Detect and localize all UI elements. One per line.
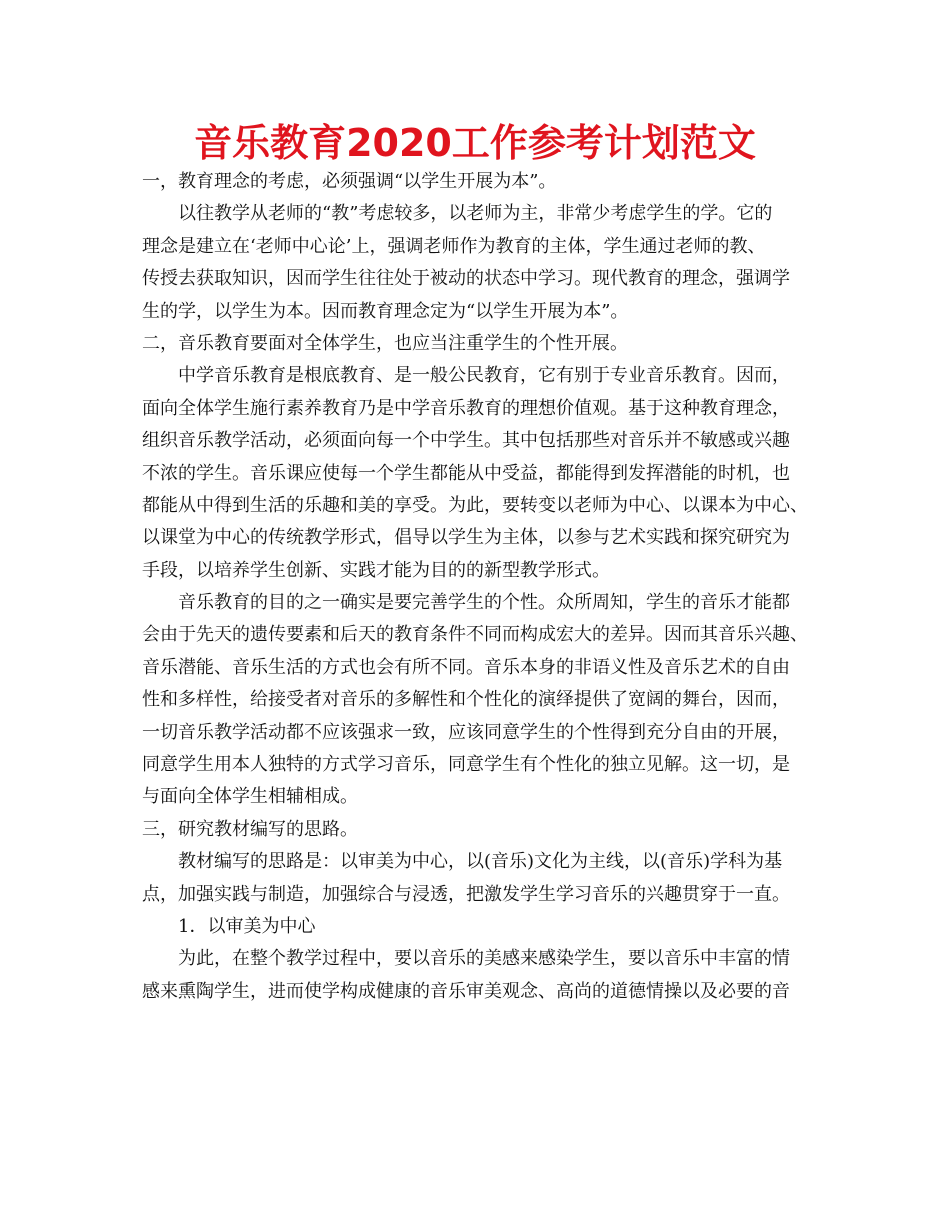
paragraph-line: 以往教学从老师的“教”考虑较多，以老师为主，非常少考虑学生的学。它的: [178, 203, 773, 225]
paragraph-line: 同意学生用本人独特的方式学习音乐，同意学生有个性化的独立见解。这一切，是: [142, 754, 790, 776]
paragraph-line: 与面向全体学生相辅相成。: [142, 786, 358, 808]
document-body: [142, 166, 822, 1008]
document-title: 音乐教育2020工作参考计划范文: [194, 121, 756, 165]
paragraph-line: 感来熏陶学生，进而使学构成健康的音乐审美观念、高尚的道德情操以及必要的音: [142, 980, 790, 1002]
paragraph-line: 点，加强实践与制造，加强综合与浸透，把激发学生学习音乐的兴趣贯穿于一直。: [142, 883, 790, 905]
paragraph-line: 性和多样性，给接受者对音乐的多解性和个性化的演绎提供了宽阔的舞台，因而，: [142, 689, 790, 711]
paragraph-line: 传授去获取知识，因而学生往往处于被动的状态中学习。现代教育的理念，强调学: [142, 268, 790, 290]
paragraph-line: 以课堂为中心的传统教学形式，倡导以学生为主体，以参与艺术实践和探究研究为: [142, 527, 790, 549]
paragraph-line: 音乐教育的目的之一确实是要完善学生的个性。众所周知，学生的音乐才能都: [178, 592, 790, 614]
paragraph-line: 都能从中得到生活的乐趣和美的享受。为此，要转变以老师为中心、以课本为中心、: [142, 494, 808, 516]
paragraph-line: 教材编写的思路是：以审美为中心，以(音乐)文化为主线，以(音乐)学科为基: [178, 851, 783, 873]
paragraph-line: 不浓的学生。音乐课应使每一个学生都能从中受益，都能得到发挥潜能的时机，也: [142, 462, 790, 484]
paragraph-line: 面向全体学生施行素养教育乃是中学音乐教育的理想价值观。基于这种教育理念，: [142, 397, 790, 419]
paragraph-line: 生的学，以学生为本。因而教育理念定为“以学生开展为本”。: [142, 300, 629, 322]
section-heading: 二，音乐教育要面对全体学生，也应当注重学生的个性开展。: [142, 332, 628, 354]
paragraph-line: 手段，以培养学生创新、实践才能为目的的新型教学形式。: [142, 559, 610, 581]
paragraph-line: 音乐潜能、音乐生活的方式也会有所不同。音乐本身的非语义性及音乐艺术的自由: [142, 656, 790, 678]
paragraph-line: 为此，在整个教学过程中，要以音乐的美感来感染学生，要以音乐中丰富的情: [178, 948, 790, 970]
section-heading: 三，研究教材编写的思路。: [142, 818, 358, 840]
section-heading: 一，教育理念的考虑，必须强调“以学生开展为本”。: [142, 171, 557, 192]
paragraph-line: 中学音乐教育是根底教育、是一般公民教育，它有别于专业音乐教育。因而，: [178, 365, 790, 387]
paragraph-line: 理念是建立在‘老师中心论’上，强调老师作为教育的主体，学生通过老师的教、: [142, 235, 766, 257]
paragraph-line: 会由于先天的遗传要素和后天的教育条件不同而构成宏大的差异。因而其音乐兴趣、: [142, 624, 808, 646]
paragraph-line: 一切音乐教学活动都不应该强求一致，应该同意学生的个性得到充分自由的开展，: [142, 721, 790, 743]
subsection-heading: 1．以审美为中心: [178, 915, 316, 937]
paragraph-line: 组织音乐教学活动，必须面向每一个中学生。其中包括那些对音乐并不敏感或兴趣: [142, 430, 790, 452]
